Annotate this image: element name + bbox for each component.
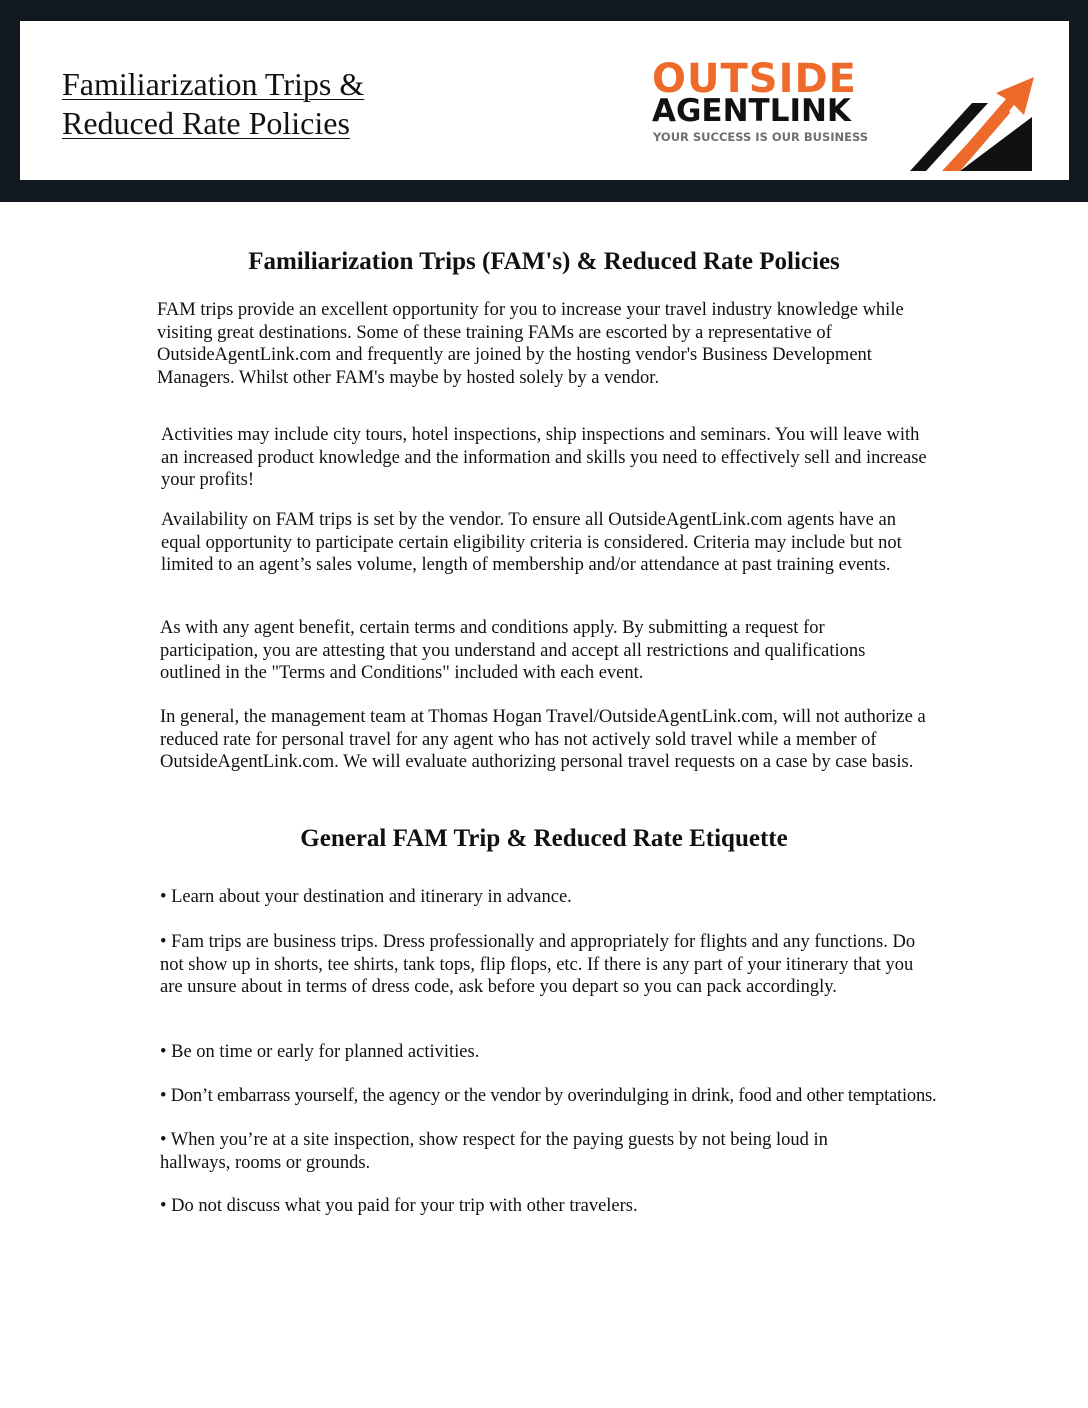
document-title bbox=[62, 65, 364, 143]
section-heading-etiquette: General FAM Trip & Reduced Rate Etiquette bbox=[300, 825, 788, 852]
header-panel bbox=[20, 21, 1069, 180]
header-band bbox=[0, 0, 1088, 202]
logo-word-agentlink: AGENTLINK bbox=[652, 93, 851, 129]
rising-arrow-icon bbox=[900, 57, 1040, 175]
paragraph-reduced-rate: In general, the management team at Thomas Hogan Travel/OutsideAgentLink.com, will not authorize a reduced rate for personal travel for any agent who has not actively sold travel while a member of OutsideAgentLink.com. We will evaluate authorizing personal travel requests on a case by case basis. bbox=[160, 707, 926, 772]
etiquette-item: • Don’t embarrass yourself, the agency or the vendor by overindulging in drink, food and other temptations. bbox=[160, 1086, 937, 1106]
paragraph-fam-intro: FAM trips provide an excellent opportunity for you to increase your travel industry knowledge while visiting great destinations. Some of these training FAMs are escorted by a representative of OutsideAgentLink.com and frequently are joined by the hosting vendor's Business Development Managers. Whilst other FAM's maybe by hosted solely by a vendor. bbox=[157, 300, 904, 388]
outside-agentlink-logo bbox=[650, 57, 1050, 175]
etiquette-item: • Fam trips are business trips. Dress professionally and appropriately for flights and any functions. Do not show up in shorts, tee shirts, tank tops, flip flops, etc. If there is any part of your itinerary that you are unsure about in terms of dress code, ask before you depart so you can pack accordingly. bbox=[160, 932, 916, 997]
title-line-2: Reduced Rate Policies bbox=[62, 105, 350, 141]
logo-tagline: YOUR SUCCESS IS OUR BUSINESS bbox=[653, 130, 869, 144]
paragraph-availability: Availability on FAM trips is set by the vendor. To ensure all OutsideAgentLink.com agents have an equal opportunity to participate certain eligibility criteria is considered. Criteria may include but not limited to an agent’s sales volume, length of membership and/or attendance at past training events. bbox=[161, 510, 902, 575]
paragraph-terms: As with any agent benefit, certain terms and conditions apply. By submitting a request for participation, you are attesting that you understand and accept all restrictions and qualifications outlined in the "Terms and Conditions" included with each event. bbox=[160, 618, 866, 683]
section-heading-policies: Familiarization Trips (FAM's) & Reduced Rate Policies bbox=[248, 248, 840, 275]
logo-word-outside: OUTSIDE bbox=[652, 56, 857, 102]
paragraph-activities: Activities may include city tours, hotel inspections, ship inspections and seminars. You will leave with an increased product knowledge and the information and skills you need to effectively sell and increase your profits! bbox=[161, 425, 927, 490]
title-line-1: Familiarization Trips & bbox=[62, 66, 365, 102]
etiquette-item: • Do not discuss what you paid for your trip with other travelers. bbox=[160, 1196, 638, 1216]
etiquette-item: • When you’re at a site inspection, show respect for the paying guests by not being loud in hallways, rooms or grounds. bbox=[160, 1130, 828, 1173]
etiquette-item: • Be on time or early for planned activities. bbox=[160, 1042, 480, 1062]
etiquette-item: • Learn about your destination and itinerary in advance. bbox=[160, 887, 572, 907]
